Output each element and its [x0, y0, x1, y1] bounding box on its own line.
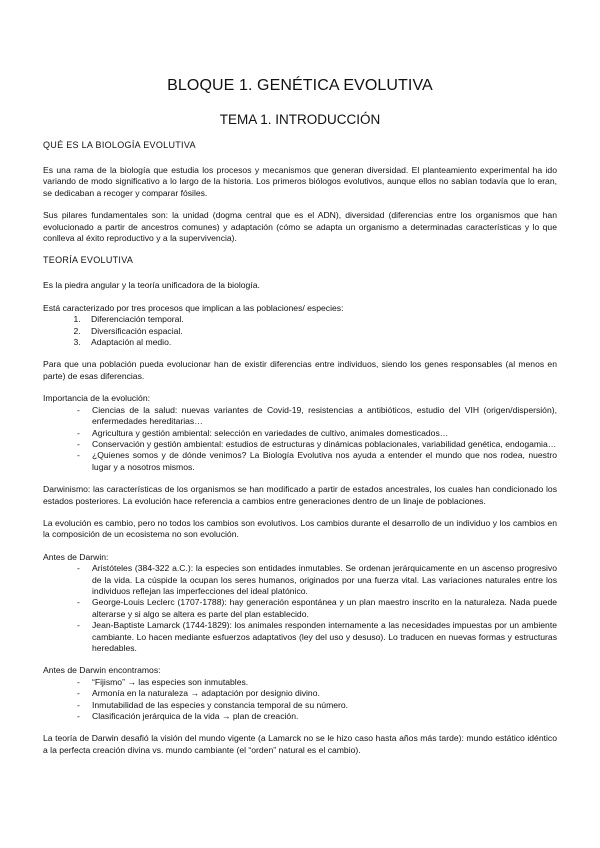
list-item: 1. Diferenciación temporal. [83, 314, 557, 325]
list-item: - Ciencias de la salud: nuevas variantes de Covid-19, resistencias a antibióticos, estudio del VIH (origen/dispersión), enfermedades hereditarias… [43, 405, 557, 428]
section-heading-biologia-evolutiva: QUÉ ES LA BIOLOGÍA EVOLUTIVA [43, 140, 196, 150]
list-item: - ¿Quienes somos y de dónde venimos? La Biología Evolutiva nos ayuda a entender el mundo que nos rodea, nuestro lugar y a nosotros mismos. [43, 450, 557, 473]
list-item: - Inmutabilidad de las especies y constancia temporal de su número. [43, 700, 557, 711]
list-item: 2. Diversificación espacial. [83, 326, 557, 337]
list-item: - Armonía en la naturaleza → adaptación por designio divino. [43, 688, 557, 699]
list-item: - Conservación y gestión ambiental: estudios de estructuras y dinámicas poblacionales, variabilidad genética, endogamia… [43, 439, 557, 450]
paragraph-population-differences: Para que una población pueda evolucionar han de existir diferencias entre individuos, siendo los genes responsables (al menos en parte) de esas diferencias. [43, 359, 557, 381]
paragraph-darwinismo: Darwinismo: las características de los organismos se han modificado a partir de estados ancestrales, los cuales han condicionado los estados posteriores. La evolución hace referencia a cambios entre generaciones dentro de un linaje de poblaciones. [43, 484, 557, 506]
paragraph-processes-intro: Está caracterizado por tres procesos que implican a las poblaciones/ especies: [43, 302, 344, 313]
list-item: - Agricultura y gestión ambiental: selección en variedades de cultivo, animales domesticados… [43, 428, 557, 439]
paragraph-pillars: Sus pilares fundamentales son: la unidad (dogma central que es el ADN), diversidad (diferencias entre los organismos que han evolucionado a partir de ancestros comunes) y adaptación (cómo se adapta un organismo a determinadas características y lo que conlleva al éxito reproductivo y a la supervivencia). [43, 210, 557, 244]
list-item: - Clasificación jerárquica de la vida → plan de creación. [43, 711, 557, 722]
list-item: - George-Louis Leclerc (1707-1788): hay generación espontánea y un plan maestro inscrito en la naturaleza. Nada puede alterarse y si algo se altera es parte del plan establecido. [43, 597, 557, 620]
paragraph-darwin-challenge: La teoría de Darwin desafió la visión del mundo vigente (a Lamarck no se le hizo caso hasta años más tarde): mundo estático idéntico a la perfecta creación divina vs. mundo cambiante (el “orden” natural es el cambio). [43, 733, 557, 755]
document-body [43, 140, 557, 767]
document-subtitle: TEMA 1. INTRODUCCIÓN [219, 112, 381, 127]
processes-list [43, 314, 557, 348]
importance-list [43, 405, 557, 473]
paragraph-before-darwin-found-intro: Antes de Darwin encontramos: [43, 665, 161, 676]
paragraph-before-darwin-intro: Antes de Darwin: [43, 551, 109, 562]
paragraph-evolution-change: La evolución es cambio, pero no todos los cambios son evolutivos. Los cambios durante el desarrollo de un individuo y los cambios en la composición de un ecosistema no son evolución. [43, 517, 557, 540]
document-title: BLOQUE 1. GENÉTICA EVOLUTIVA [167, 77, 433, 94]
list-item: - Jean-Baptiste Lamarck (1744-1829): los animales responden internamente a las necesidades impuestas por un ambiente cambiante. Lo hacen mediante esfuerzos adaptativos (ley del uso y desuso). Lo traducen en nuevas formas y estructuras heredables. [43, 620, 557, 654]
paragraph-definition: Es una rama de la biología que estudia los procesos y mecanismos que generan diversidad. El planteamiento experimental ha ido variando de modo significativo a lo largo de la historia. Los primeros biólogos evolutivos, aunque ellos no sabían todavía que lo eran, se dedicaban a recoger y comparar fósiles. [43, 165, 557, 198]
paragraph-importance-intro: Importancia de la evolución: [43, 393, 151, 404]
list-item: - “Fijismo” → las especies son inmutables. [43, 677, 557, 688]
before-darwin-found-list [43, 677, 557, 723]
section-heading-teoria-evolutiva: TEORÍA EVOLUTIVA [43, 255, 134, 266]
paragraph-cornerstone: Es la piedra angular y la teoría unificadora de la biología. [43, 280, 260, 291]
before-darwin-list [43, 563, 557, 654]
list-item: 3. Adaptación al medio. [83, 337, 557, 348]
list-item: - Aristóteles (384-322 a.C.): la especies son entidades inmutables. Se ordenan jerárquicamente en un ascenso progresivo de la vida. La cúspide la ocupan los seres humanos, originados por una fuerza vital. Las variaciones naturales entre los individuos reflejan las imperfecciones del ideal platónico. [43, 563, 557, 597]
